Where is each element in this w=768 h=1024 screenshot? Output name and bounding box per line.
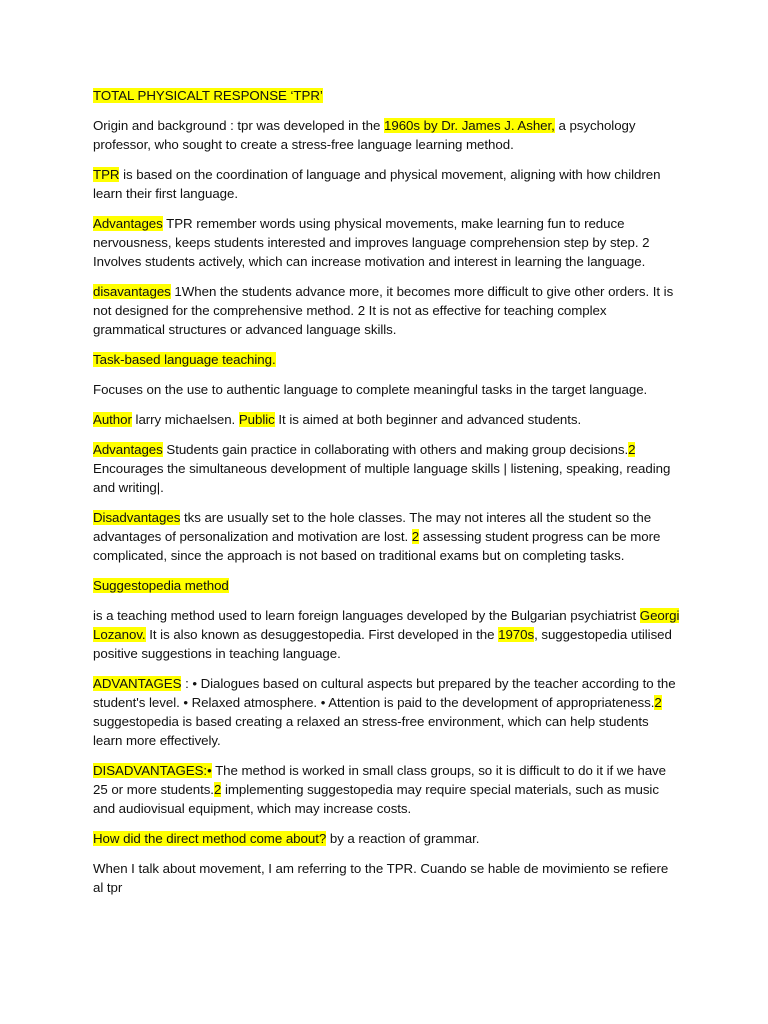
paragraph-direct-method [93, 829, 680, 848]
highlighted-text: 2 [628, 442, 636, 457]
paragraph-tblt-author [93, 410, 680, 429]
paragraph-sugg-title [93, 576, 680, 595]
highlighted-text: Disadvantages [93, 510, 181, 525]
document-body [93, 86, 680, 897]
paragraph-tblt-advantages [93, 440, 680, 497]
highlighted-text: How did the direct method come about? [93, 831, 327, 846]
text-segment: by a reaction of grammar. [326, 831, 480, 846]
highlighted-text: TPR [93, 167, 120, 182]
highlighted-text: ADVANTAGES [93, 676, 182, 691]
paragraph-sugg-advantages [93, 674, 680, 750]
text-segment: TPR remember words using physical movements, make learning fun to reduce nervousness, keeps students interested and improves language comprehension step by step. 2 Involves students actively, which can increase motivation and interest in learning the language. [93, 216, 650, 269]
paragraph-sugg-disadvantages [93, 761, 680, 818]
text-segment: When I talk about movement, I am referring to the TPR. Cuando se hable de movimiento se refiere al tpr [93, 861, 669, 895]
text-segment: The method is worked in small class groups, so it is difficult to do it if we have 25 or more students. [93, 763, 666, 797]
text-segment: 1When the students advance more, it becomes more difficult to give other orders. It is not designed for the comprehensive method. 2 It is not as effective for teaching complex grammatical structures or advanced language skills. [93, 284, 674, 337]
highlighted-text: 2 [213, 782, 222, 797]
paragraph-tblt-disadvantages [93, 508, 680, 565]
highlighted-text: 1960s by Dr. James J. Asher, [384, 118, 555, 133]
text-segment: Origin and background : tpr was developed in the [93, 118, 385, 133]
highlighted-text: Advantages [93, 442, 163, 457]
paragraph-tpr-basis [93, 165, 680, 203]
paragraph-tpr-disadvantages [93, 282, 680, 339]
paragraph-tblt-focus [93, 380, 680, 399]
highlighted-text: disavantages [93, 284, 171, 299]
highlighted-text: Advantages [93, 216, 163, 231]
text-segment: : • Dialogues based on cultural aspects but prepared by the teacher according to the student's level. • Relaxed atmosphere. • Attention is paid to the development of appropriateness. [93, 676, 676, 710]
paragraph-movement-note [93, 859, 680, 897]
paragraph-tpr-advantages [93, 214, 680, 271]
text-segment: Encourages the simultaneous development of multiple language skills | listening, speaking, reading and writing|. [93, 461, 671, 495]
text-segment: a psychology professor, who sought to create a stress-free language learning method. [93, 118, 636, 152]
highlighted-text: Georgi Lozanov. [93, 608, 680, 642]
text-segment: Students gain practice in collaborating with others and making group decisions. [162, 442, 629, 457]
paragraph-origin [93, 116, 680, 154]
paragraph-tpr-title [93, 86, 680, 105]
text-segment: , suggestopedia utilised positive suggestions in teaching language. [93, 627, 672, 661]
text-segment: suggestopedia is based creating a relaxed an stress-free environment, which can help students learn more effectively. [93, 714, 649, 748]
highlighted-text: Public [238, 412, 275, 427]
highlighted-text: Author [93, 412, 132, 427]
text-segment: It is also known as desuggestopedia. First developed in the [145, 627, 499, 642]
text-segment: tks are usually set to the hole classes. The may not interes all the student so the advantages of personalization and motivation are lost. [93, 510, 652, 544]
text-segment: implementing suggestopedia may require special materials, such as music and audiovisual equipment, which may increase costs. [93, 782, 659, 816]
highlighted-text: Task-based language teaching. [93, 352, 276, 367]
text-segment: is a teaching method used to learn foreign languages developed by the Bulgarian psychiatrist [93, 608, 640, 623]
highlighted-text: 2 [411, 529, 420, 544]
text-segment: assessing student progress can be more complicated, since the approach is not based on traditional exams but on completing tasks. [93, 529, 661, 563]
highlighted-text: Suggestopedia method [93, 578, 229, 593]
highlighted-text: DISADVANTAGES:• [93, 763, 212, 778]
paragraph-tblt-title [93, 350, 680, 369]
highlighted-text: 1970s [498, 627, 535, 642]
text-segment: is based on the coordination of language and physical movement, aligning with how children learn their first language. [93, 167, 661, 201]
text-segment: larry michaelsen. [131, 412, 239, 427]
paragraph-sugg-intro [93, 606, 680, 663]
text-segment: Focuses on the use to authentic language to complete meaningful tasks in the target language. [93, 382, 648, 397]
highlighted-text: TOTAL PHYSICALT RESPONSE ‘TPR’ [93, 88, 323, 103]
highlighted-text: 2 [654, 695, 662, 710]
text-segment: It is aimed at both beginner and advanced students. [274, 412, 582, 427]
